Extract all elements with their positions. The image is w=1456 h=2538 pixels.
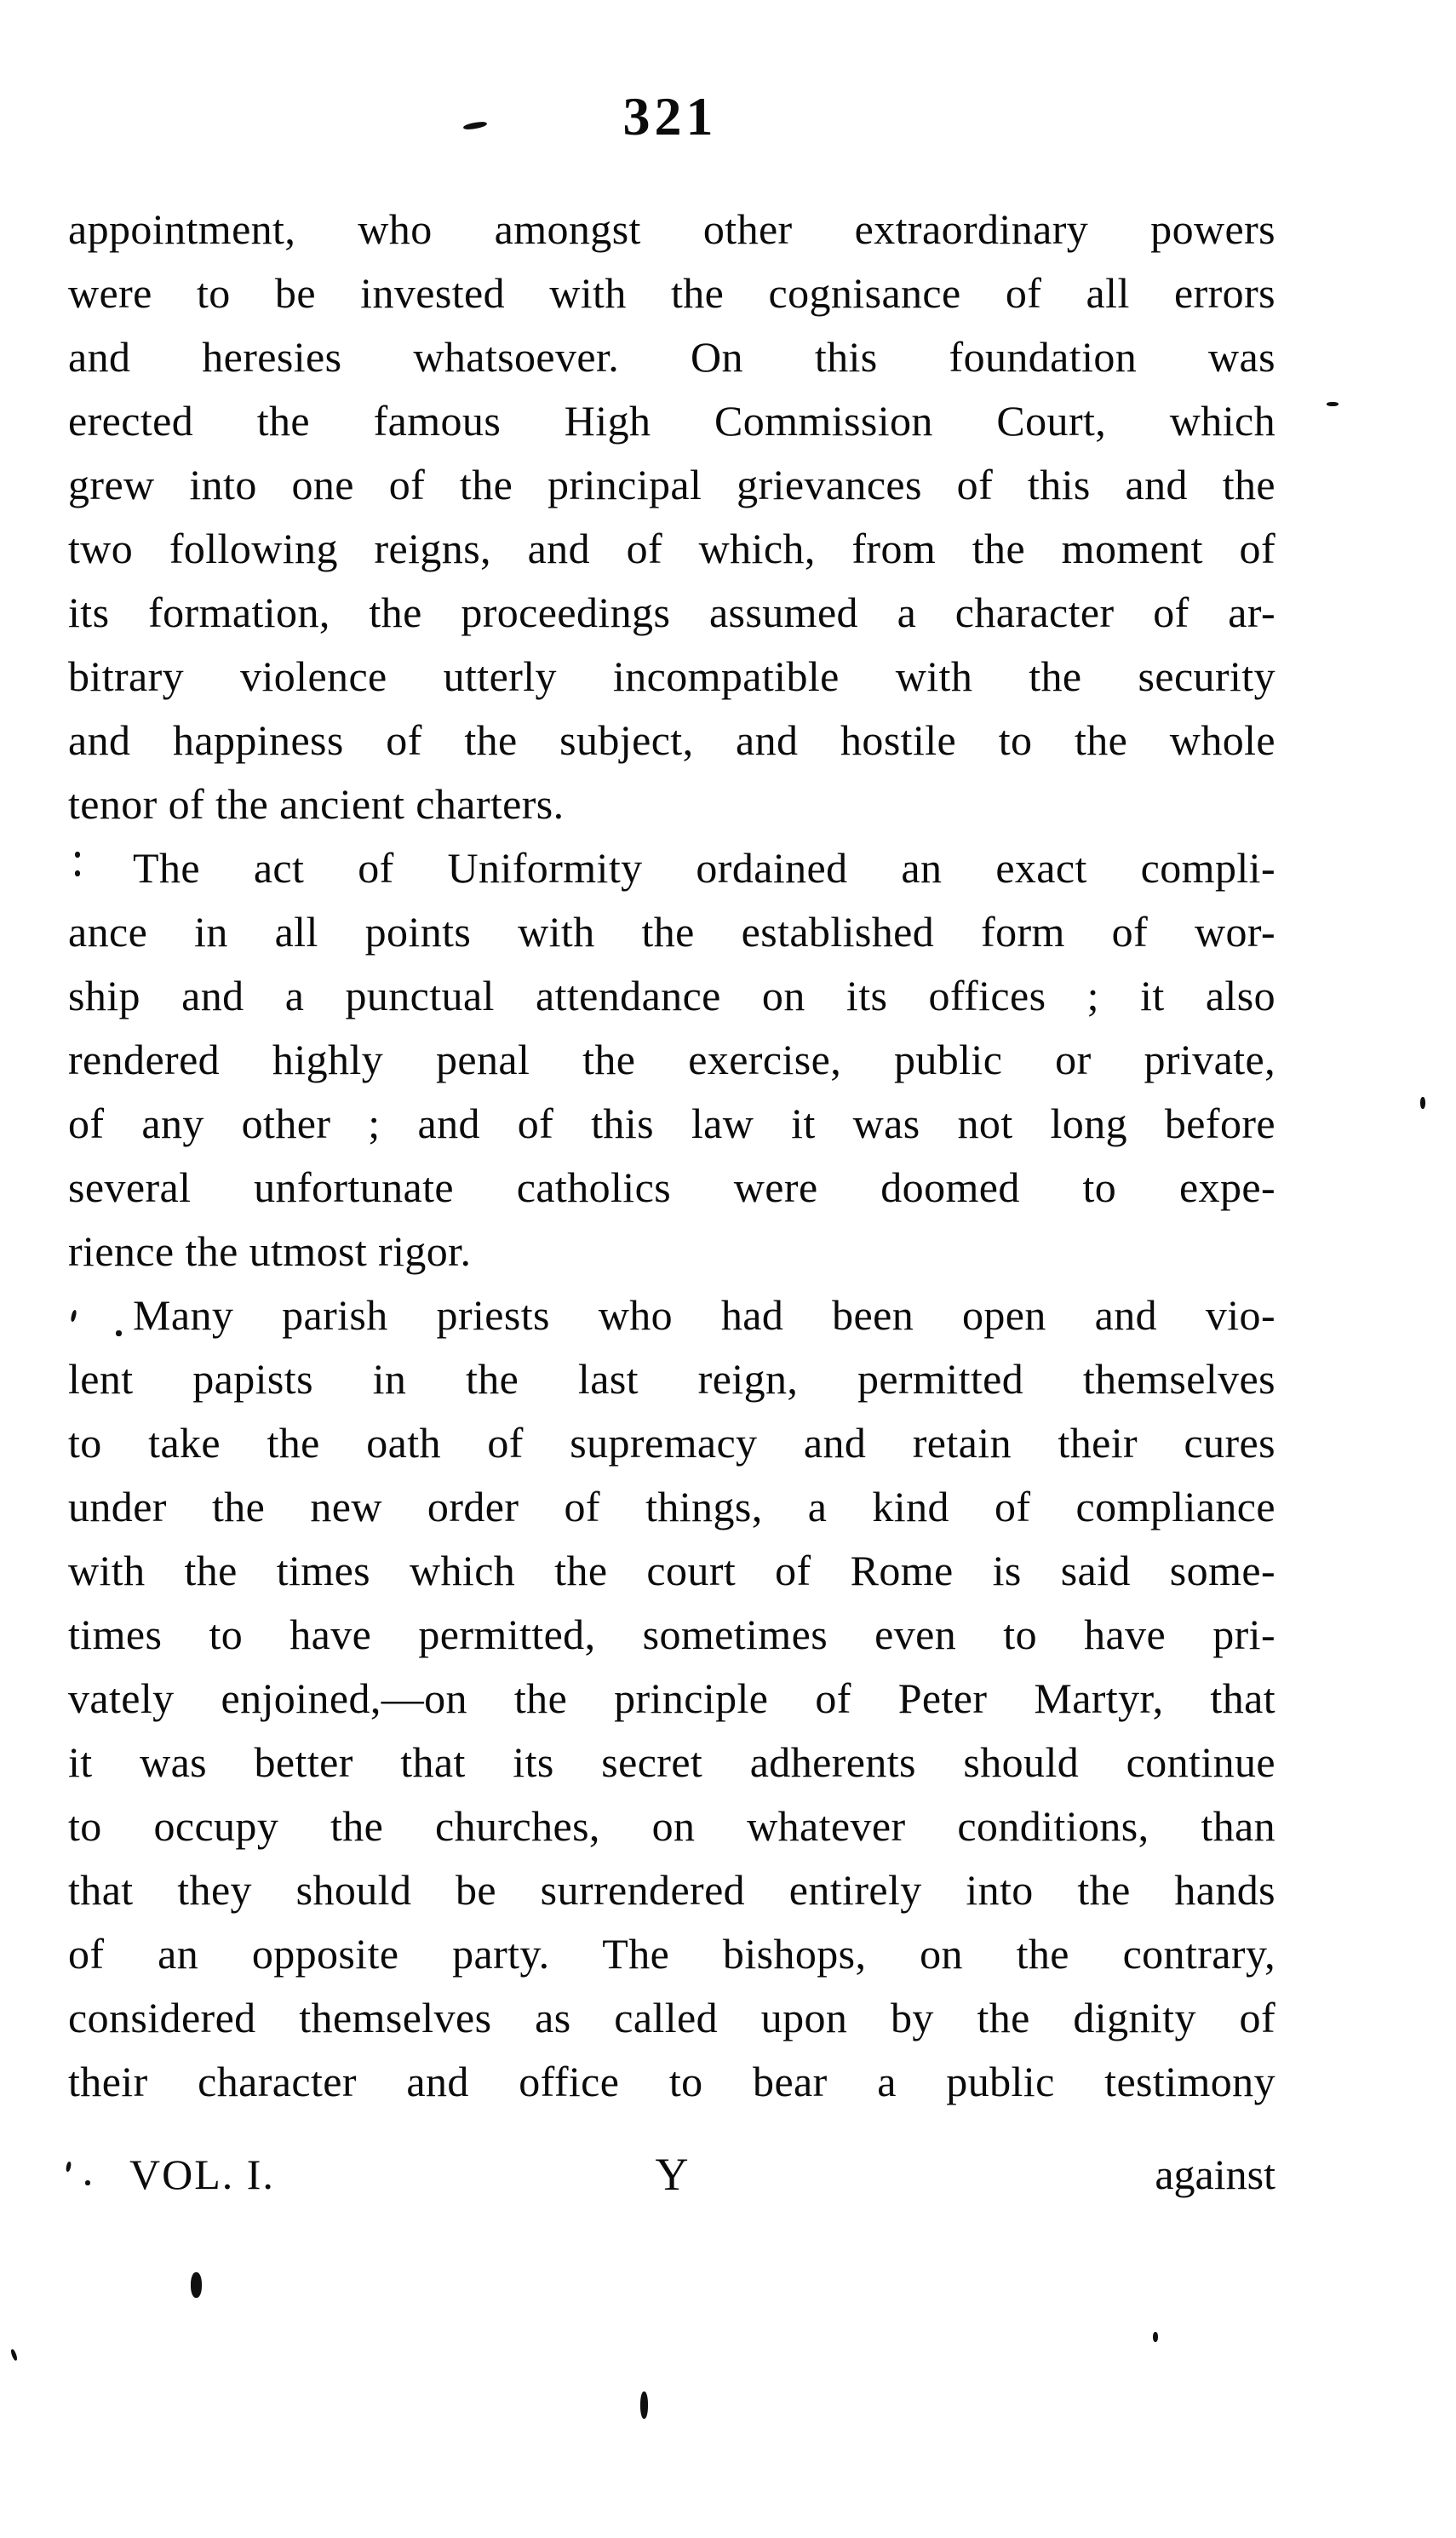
catchword: against — [1155, 2150, 1275, 2198]
ink-speck — [1420, 1097, 1425, 1109]
text-line: erected the famous High Commission Court, which — [68, 397, 1275, 445]
text-line: considered themselves as called upon by the dignity of — [68, 1994, 1275, 2041]
text-line: bitrary violence utterly incompatible with the security — [68, 652, 1275, 700]
text-line: rience the utmost rigor. — [68, 1227, 472, 1275]
ink-speck — [640, 2392, 648, 2419]
paragraph — [68, 836, 1275, 1283]
ink-speck — [116, 1330, 122, 1336]
text-line: were to be invested with the cognisance of all errors — [68, 269, 1275, 317]
text-line: it was better that its secret adherents should continue — [68, 1738, 1275, 1786]
text-line: and happiness of the subject, and hostile to the whole — [68, 716, 1275, 764]
text-line: under the new order of things, a kind of compliance — [68, 1483, 1275, 1530]
text-line: rendered highly penal the exercise, public or private, — [68, 1036, 1275, 1083]
signature-mark: Y — [655, 2149, 689, 2200]
ink-speck — [191, 2272, 202, 2298]
text-line: Many parish priests who had been open and vio- — [133, 1291, 1275, 1339]
text-line: ance in all points with the established form of wor- — [68, 908, 1275, 956]
text-line: their character and office to bear a public testimony — [68, 2058, 1275, 2105]
text-line: with the times which the court of Rome is said some- — [68, 1547, 1275, 1594]
text-line: of any other ; and of this law it was not long before — [68, 1100, 1275, 1147]
text-line: appointment, who amongst other extraordinary powers — [68, 205, 1275, 253]
ink-speck — [10, 2349, 18, 2362]
page-body — [68, 198, 1275, 2114]
volume-label: VOL. I. — [129, 2150, 275, 2198]
text-line: of an opposite party. The bishops, on the contrary, — [68, 1930, 1275, 1978]
page-footer — [68, 2143, 1275, 2211]
ink-speck — [75, 870, 80, 876]
text-line: times to have permitted, sometimes even to have pri- — [68, 1611, 1275, 1658]
text-line: and heresies whatsoever. On this foundation was — [68, 333, 1275, 381]
text-line: vately enjoined,—on the principle of Peter Martyr, that — [68, 1674, 1275, 1722]
text-line: grew into one of the principal grievances of this and the — [68, 461, 1275, 508]
paragraph — [68, 198, 1275, 836]
text-line: that they should be surrendered entirely into the hands — [68, 1866, 1275, 1914]
ink-speck — [75, 852, 80, 858]
page-number: 321 — [622, 86, 718, 146]
text-line: to take the oath of supremacy and retain their cures — [68, 1419, 1275, 1467]
text-line: its formation, the proceedings assumed a character of ar- — [68, 589, 1275, 636]
text-line: tenor of the ancient charters. — [68, 780, 565, 828]
ink-speck — [1327, 402, 1338, 406]
ink-speck — [85, 2180, 90, 2185]
text-line: ship and a punctual attendance on its offices ; it also — [68, 972, 1275, 1019]
text-line: The act of Uniformity ordained an exact compli- — [133, 844, 1275, 892]
text-line: several unfortunate catholics were doomed to expe- — [68, 1163, 1275, 1211]
text-line: to occupy the churches, on whatever conditions, than — [68, 1802, 1275, 1850]
paragraph — [68, 1283, 1275, 2114]
text-line: two following reigns, and of which, from the moment of — [68, 525, 1275, 572]
ink-speck — [1153, 2332, 1158, 2342]
text-line: lent papists in the last reign, permitted themselves — [68, 1355, 1275, 1403]
